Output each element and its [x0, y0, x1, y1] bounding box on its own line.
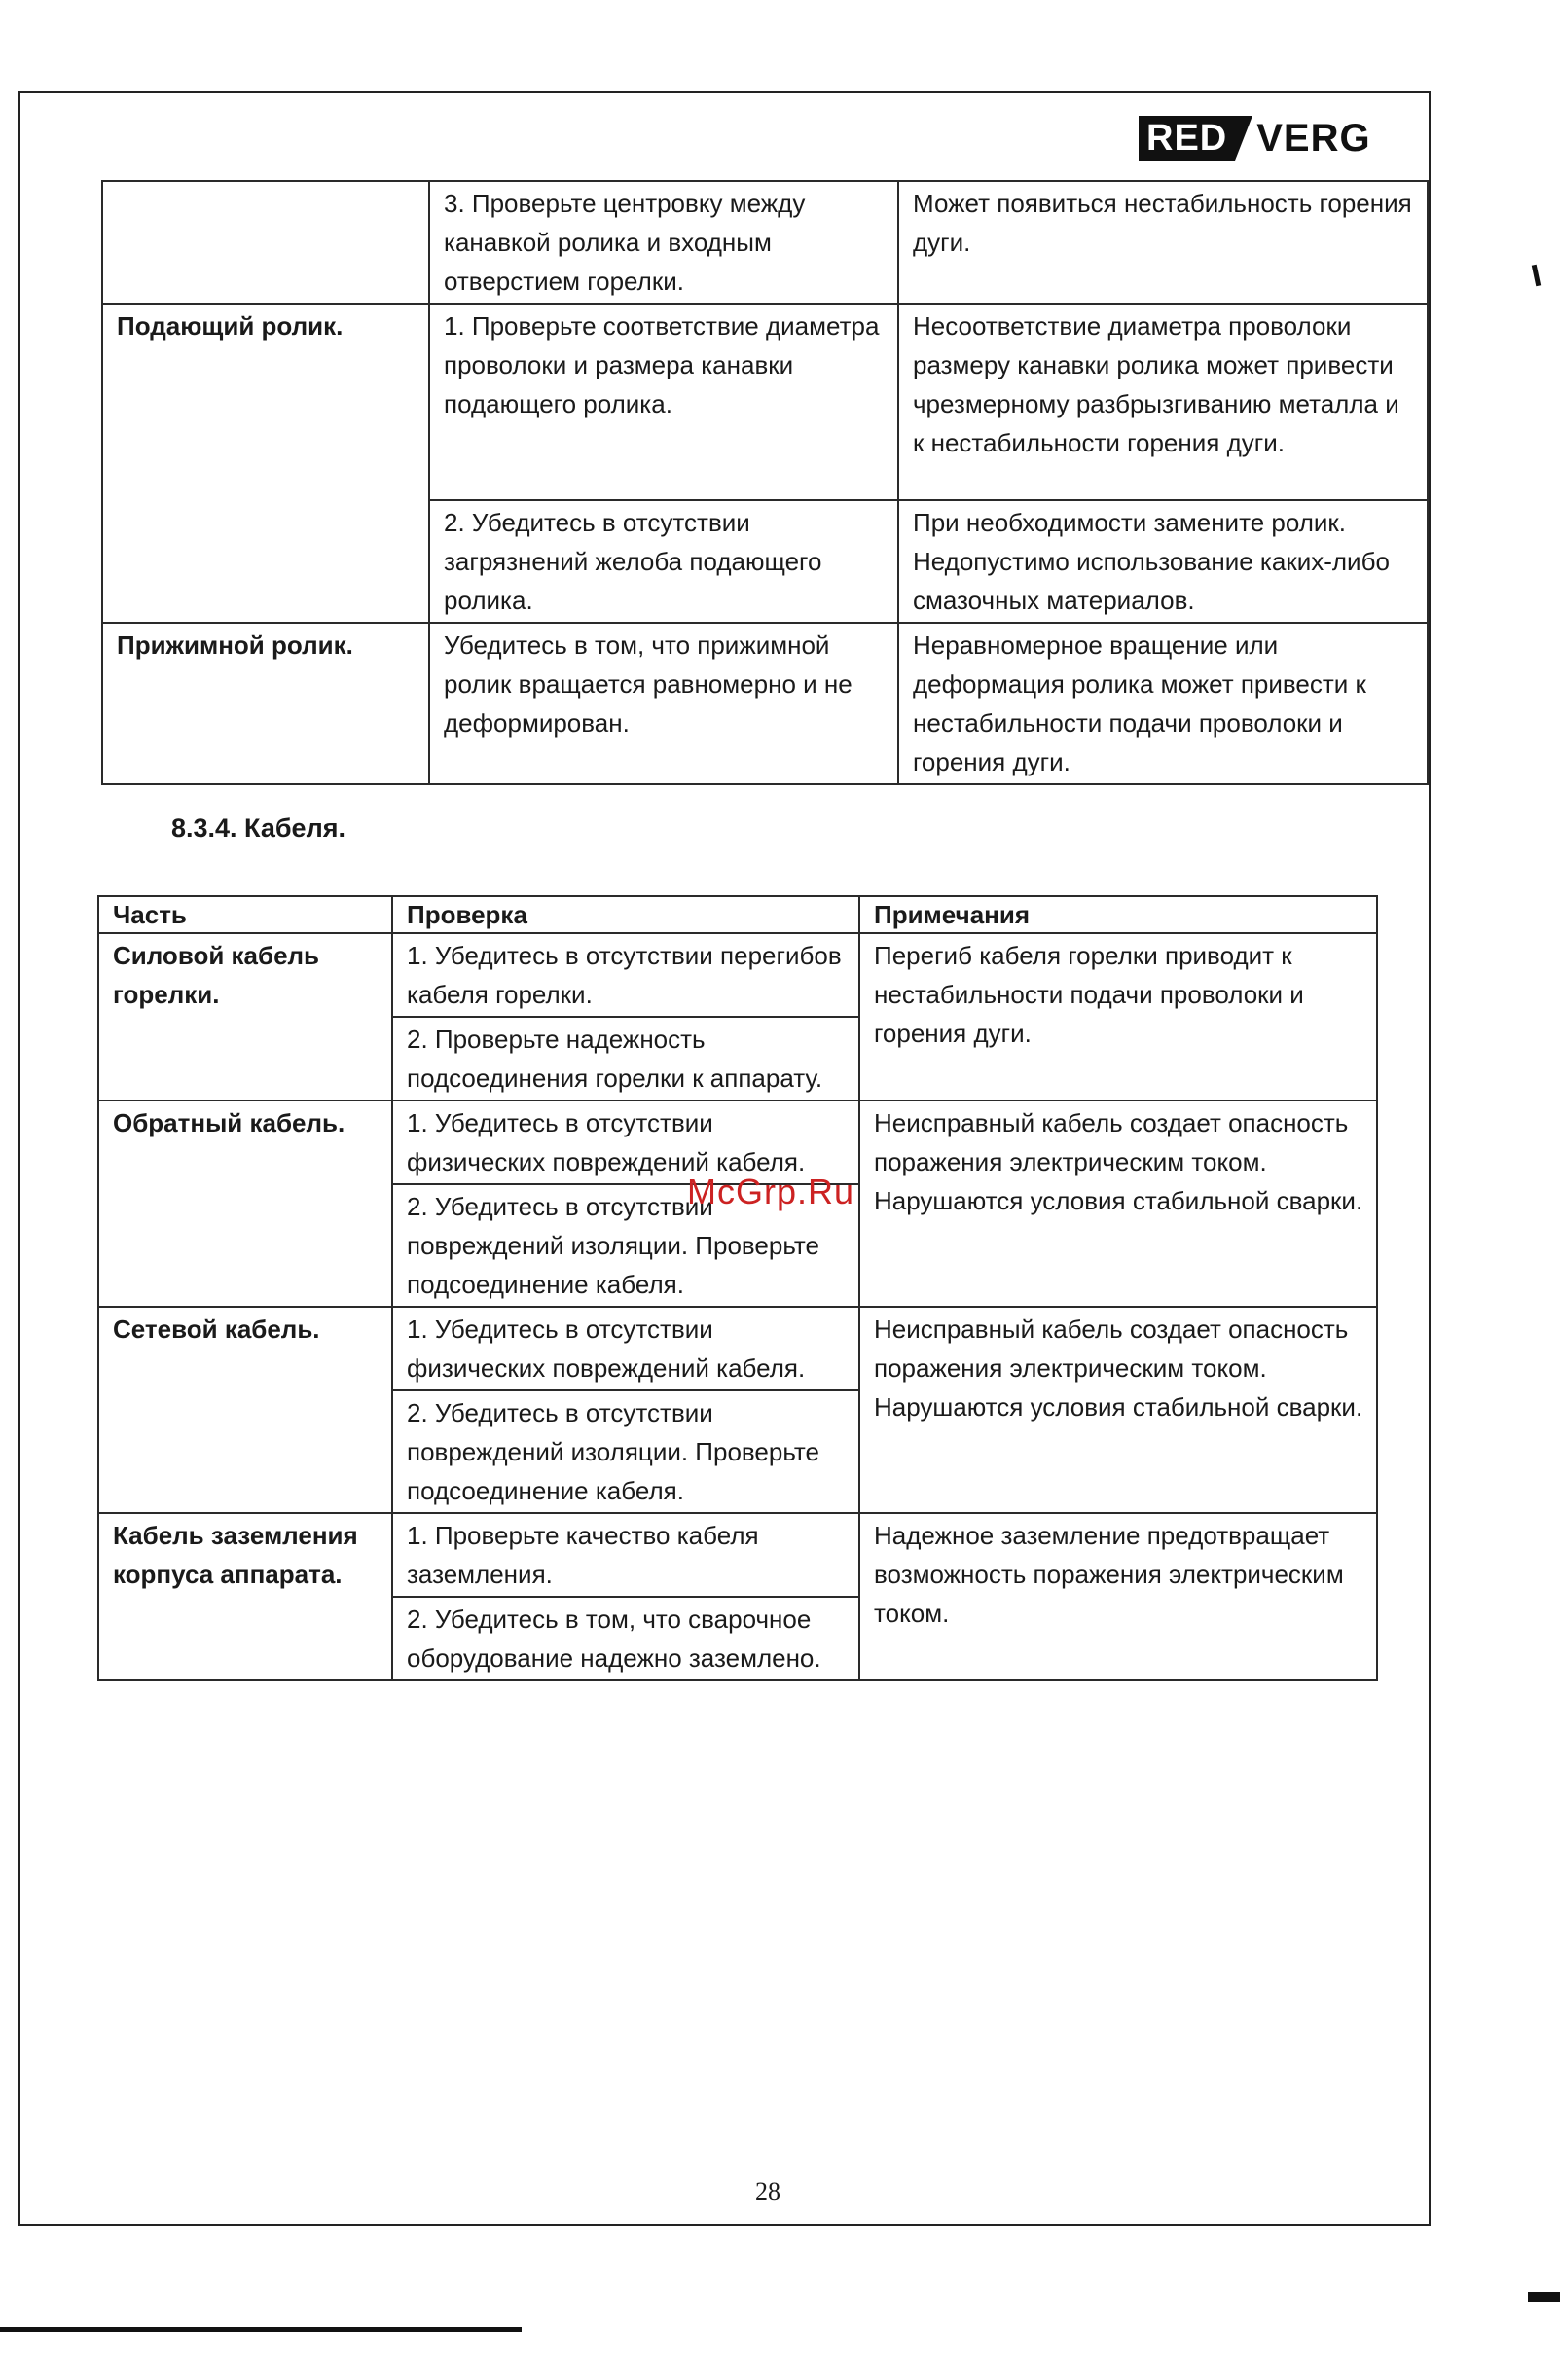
table-row: [98, 1307, 1377, 1390]
cables-table: [97, 895, 1378, 1681]
header-part: Часть: [98, 896, 392, 933]
part-cell: Сетевой кабель.: [98, 1307, 392, 1513]
check-cell: 1. Проверьте соответствие диаметра проволоки и размера канавки подающего ролика.: [429, 304, 898, 500]
part-cell: [102, 181, 429, 304]
header-notes: Примечания: [859, 896, 1377, 933]
scan-artifact: [1528, 2292, 1560, 2302]
check-cell: 1. Убедитесь в отсутствии физических повреждений кабеля.: [392, 1307, 859, 1390]
table-row: [102, 623, 1428, 784]
brand-logo-red: RED: [1139, 116, 1235, 161]
note-cell: Несоответствие диаметра проволоки размеру канавки ролика может привести чрезмерному разбрызгиванию металла и к нестабильности горения дуги.: [898, 304, 1428, 500]
part-cell: Кабель заземления корпуса аппарата.: [98, 1513, 392, 1680]
check-cell: Убедитесь в том, что прижимной ролик вращается равномерно и не деформирован.: [429, 623, 898, 784]
brand-logo: [1139, 115, 1371, 162]
note-cell: Неисправный кабель создает опасность поражения электрическим током. Нарушаются условия стабильной сварки.: [859, 1100, 1377, 1307]
table-row: [102, 181, 1428, 304]
note-cell: Надежное заземление предотвращает возможность поражения электрическим током.: [859, 1513, 1377, 1680]
check-cell: 1. Убедитесь в отсутствии перегибов кабеля горелки.: [392, 933, 859, 1017]
note-cell: Неравномерное вращение или деформация ролика может привести к нестабильности подачи проволоки и горения дуги.: [898, 623, 1428, 784]
table-row: [98, 933, 1377, 1017]
header-check: Проверка: [392, 896, 859, 933]
check-cell: 2. Убедитесь в отсутствии повреждений изоляции. Проверьте подсоединение кабеля.: [392, 1390, 859, 1513]
part-cell: Подающий ролик.: [102, 304, 429, 623]
table-header-row: [98, 896, 1377, 933]
part-cell: Силовой кабель горелки.: [98, 933, 392, 1100]
note-cell: Может появиться нестабильность горения дуги.: [898, 181, 1428, 304]
check-cell: 2. Убедитесь в отсутствии повреждений изоляции. Проверьте подсоединение кабеля.: [392, 1184, 859, 1307]
scan-artifact: [0, 2327, 522, 2332]
section-title: 8.3.4. Кабеля.: [171, 813, 345, 843]
page-number: 28: [755, 2178, 780, 2206]
part-cell: Обратный кабель.: [98, 1100, 392, 1307]
check-cell: 1. Убедитесь в отсутствии физических повреждений кабеля.: [392, 1100, 859, 1184]
check-cell: 2. Убедитесь в том, что сварочное оборудование надежно заземлено.: [392, 1597, 859, 1680]
table-row: [102, 304, 1428, 500]
rollers-table: [101, 180, 1429, 785]
note-cell: При необходимости замените ролик. Недопустимо использование каких-либо смазочных материалов.: [898, 500, 1428, 623]
check-cell: 2. Убедитесь в отсутствии загрязнений желоба подающего ролика.: [429, 500, 898, 623]
watermark: McGrp.Ru: [687, 1172, 855, 1211]
part-cell: Прижимной ролик.: [102, 623, 429, 784]
table-row: [98, 1513, 1377, 1597]
check-cell: 2. Проверьте надежность подсоединения горелки к аппарату.: [392, 1017, 859, 1100]
note-cell: Неисправный кабель создает опасность поражения электрическим током. Нарушаются условия стабильной сварки.: [859, 1307, 1377, 1513]
check-cell: 1. Проверьте качество кабеля заземления.: [392, 1513, 859, 1597]
brand-logo-slash: [1235, 116, 1252, 161]
brand-logo-verg: VERG: [1256, 116, 1371, 160]
note-cell: Перегиб кабеля горелки приводит к нестабильности подачи проволоки и горения дуги.: [859, 933, 1377, 1100]
scan-artifact: [1532, 265, 1541, 287]
check-cell: 3. Проверьте центровку между канавкой ролика и входным отверстием горелки.: [429, 181, 898, 304]
